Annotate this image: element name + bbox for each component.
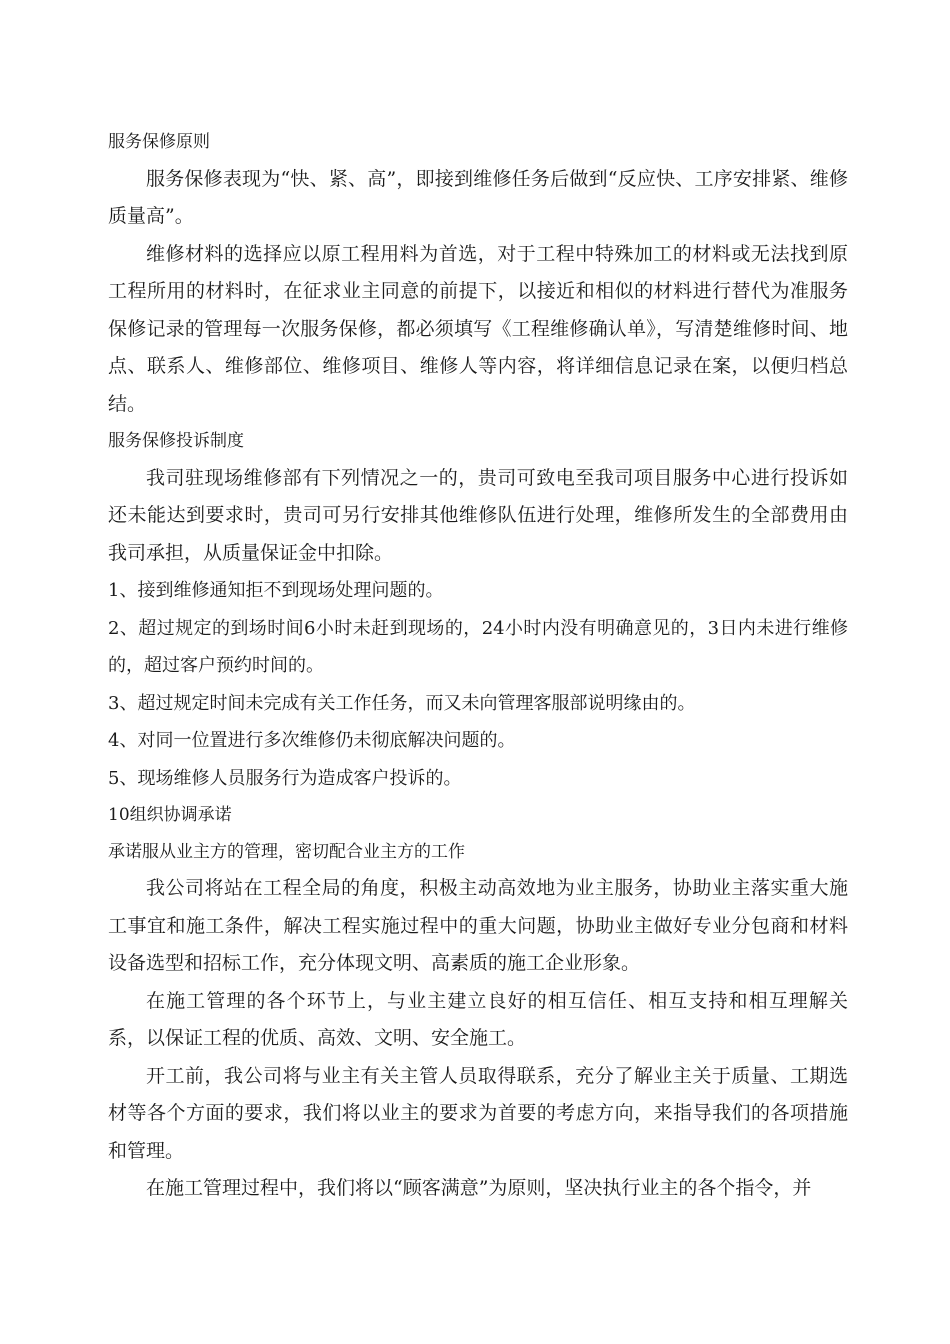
list-item: 3、超过规定时间未完成有关工作任务，而又未向管理客服部说明缘由的。	[108, 692, 696, 714]
list-item: 5、现场维修人员服务行为造成客户投诉的。	[108, 767, 462, 789]
heading-service-principle: 服务保修原则	[108, 132, 210, 152]
document-body	[108, 124, 848, 1208]
heading-commitment: 承诺服从业主方的管理，密切配合业主方的工作	[108, 841, 465, 862]
paragraph-relationship: 在施工管理的各个环节上，与业主建立良好的相互信任、相互支持和相互理解关系，以保证工程的优质、高效、文明、安全施工。	[108, 989, 848, 1050]
paragraph-during-construction: 在施工管理过程中，我们将以“顾客满意”为原则，坚决执行业主的各个指令，并	[146, 1177, 812, 1200]
list-item: 1、接到维修通知拒不到现场处理问题的。	[108, 580, 444, 602]
heading-section-10: 10组织协调承诺	[108, 805, 232, 826]
paragraph-materials-records: 维修材料的选择应以原工程用料为首选，对于工程中特殊加工的材料或无法找到原工程所用的材料时，在征求业主同意的前提下，以接近和相似的材料进行替代为准服务保修记录的管理每一次服务保修，都必须填写《工程维修确认单》，写清楚维修时间、地点、联系人、维修部位、维修项目、维修人等内容，将详细信息记录在案，以便归档总结。	[108, 242, 848, 415]
paragraph-before-start: 开工前，我公司将与业主有关主管人员取得联系，充分了解业主关于质量、工期选材等各个方面的要求，我们将以业主的要求为首要的考虑方向，来指导我们的各项措施和管理。	[108, 1064, 848, 1162]
list-item: 2、超过规定的到场时间6小时未赶到现场的，24小时内没有明确意见的，3日内未进行维修的，超过客户预约时间的。	[108, 617, 848, 677]
heading-complaint-system: 服务保修投诉制度	[108, 431, 244, 452]
list-item: 4、对同一位置进行多次维修仍未彻底解决问题的。	[108, 730, 516, 752]
paragraph-global-view: 我公司将站在工程全局的角度，积极主动高效地为业主服务，协助业主落实重大施工事宜和施工条件，解决工程实施过程中的重大问题，协助业主做好专业分包商和材料设备选型和招标工作，充分体现文明、高素质的施工企业形象。	[108, 877, 848, 975]
paragraph-response-principle: 服务保修表现为“快、紧、高”，即接到维修任务后做到“反应快、工序安排紧、维修质量高”。	[108, 167, 848, 228]
paragraph-complaint-intro: 我司驻现场维修部有下列情况之一的，贵司可致电至我司项目服务中心进行投诉如还未能达到要求时，贵司可另行安排其他维修队伍进行处理，维修所发生的全部费用由我司承担，从质量保证金中扣除。	[108, 466, 848, 564]
